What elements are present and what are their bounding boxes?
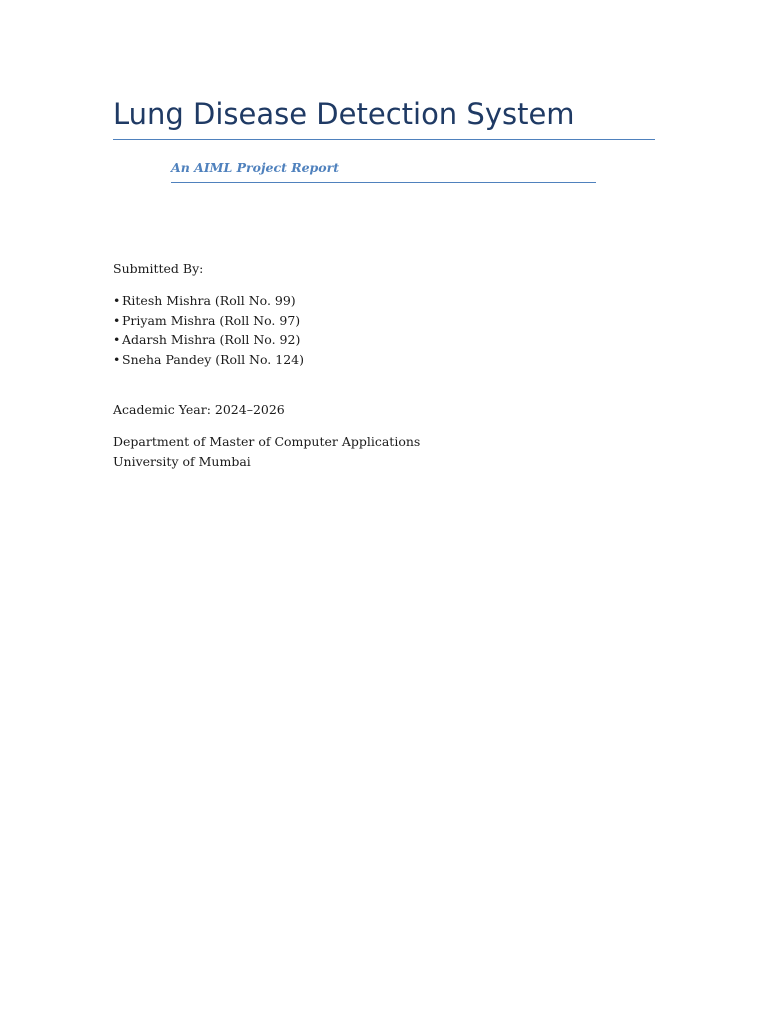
document-subtitle: An AIML Project Report <box>171 160 339 175</box>
university-name: University of Mumbai <box>113 454 251 469</box>
bullet-icon: • <box>113 351 121 367</box>
submitted-by-label: Submitted By: <box>113 261 204 276</box>
department-name: Department of Master of Computer Applications <box>113 434 421 449</box>
title-underline <box>113 139 655 140</box>
member-name: Priyam Mishra (Roll No. 97) <box>122 312 301 328</box>
member-list <box>113 291 304 369</box>
bullet-icon: • <box>113 332 121 347</box>
member-name: Adarsh Mishra (Roll No. 92) <box>122 332 301 347</box>
member-name: Ritesh Mishra (Roll No. 99) <box>122 293 296 308</box>
document-title: Lung Disease Detection System <box>113 97 575 131</box>
member-name: Sneha Pandey (Roll No. 124) <box>122 351 304 367</box>
bullet-icon: • <box>113 312 121 328</box>
list-item <box>113 291 304 311</box>
list-item <box>113 311 304 331</box>
academic-year: Academic Year: 2024–2026 <box>113 402 285 417</box>
list-item <box>113 330 304 350</box>
list-item <box>113 350 304 370</box>
subtitle-underline <box>171 182 596 183</box>
bullet-icon: • <box>113 293 121 308</box>
